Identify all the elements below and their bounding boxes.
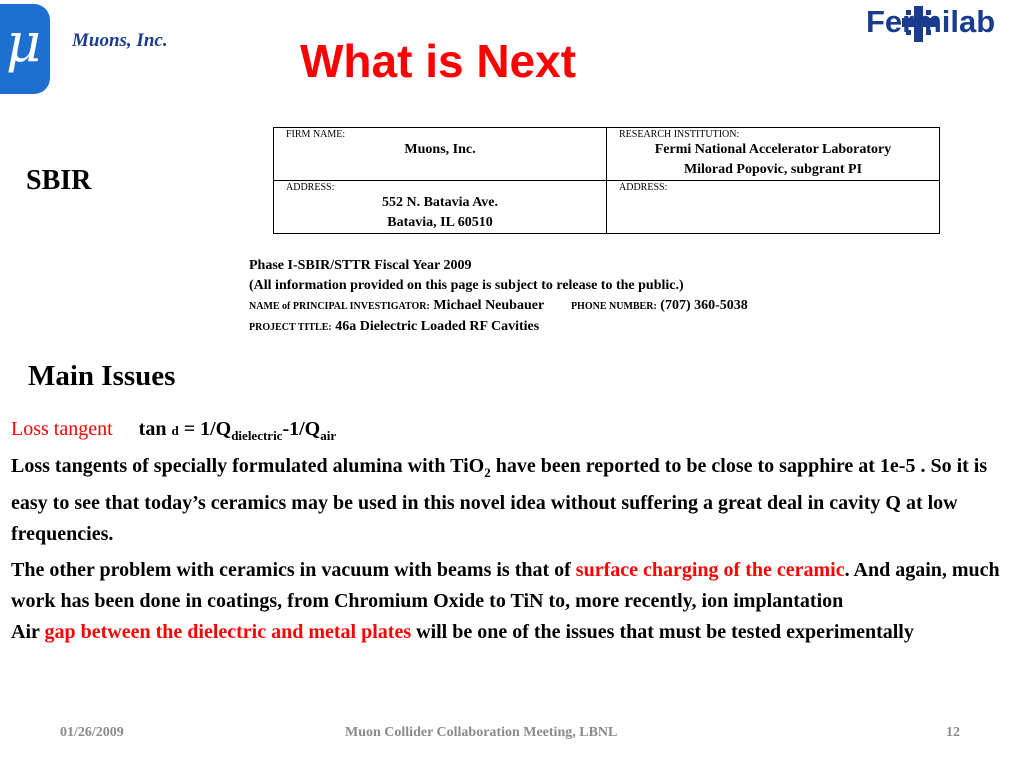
firm-name-value: Muons, Inc. [404, 142, 476, 157]
formula-tan: tan [138, 418, 167, 440]
formula-mid: = 1/Q [183, 418, 232, 440]
firm-name-label: FIRM NAME: [286, 129, 346, 140]
loss-para-sub: 2 [484, 465, 491, 480]
gap-highlight: gap between the dielectric and metal plates [44, 621, 412, 643]
gap-post: will be one of the issues that must be tested experimentally [411, 621, 914, 643]
main-issues-heading: Main Issues [28, 360, 176, 392]
research-institution-line2: Milorad Popovic, subgrant PI [683, 162, 863, 177]
phone-label: PHONE NUMBER: [570, 301, 657, 312]
charging-paragraph [11, 555, 1016, 617]
footer-date: 01/26/2009 [60, 725, 124, 740]
pi-label: NAME of PRINCIPAL INVESTIGATOR: [249, 301, 430, 312]
research-institution-line1: Fermi National Accelerator Laboratory [654, 142, 892, 157]
gap-pre: Air [11, 621, 45, 643]
research-institution-cell [607, 128, 940, 181]
formula-sub-dielectric: dielectric [231, 428, 283, 443]
info-table [273, 127, 940, 234]
firm-name-cell [274, 128, 607, 181]
formula-delta: d [171, 423, 179, 438]
mu-symbol: μ [6, 11, 42, 74]
phase-info [249, 256, 748, 338]
pi-line [249, 296, 748, 317]
table-row [274, 181, 940, 234]
footer-page-number: 12 [946, 725, 960, 740]
slide-title: What is Next [300, 35, 577, 87]
research-institution-label: RESEARCH INSTITUTION: [619, 129, 740, 140]
project-title: 46a Dielectric Loaded RF Cavities [335, 319, 540, 334]
loss-tangent-paragraph [11, 451, 1016, 550]
formula-sub-air: air [320, 428, 337, 443]
pi-name: Michael Neubauer [433, 298, 544, 313]
address-cell-left [274, 181, 607, 234]
table-row [274, 128, 940, 181]
address-cell-right [607, 181, 940, 234]
phone-number: (707) 360-5038 [660, 298, 748, 313]
address-line2: Batavia, IL 60510 [387, 215, 493, 230]
footer-event: Muon Collider Collaboration Meeting, LBNL [345, 725, 618, 740]
phase-line2: (All information provided on this page is subject to release to the public.) [249, 278, 684, 293]
charging-post: . And again, much work has been done in coatings, from Chromium Oxide to TiN to, more recently, ion implantation [11, 559, 1000, 612]
body-text [11, 414, 1016, 648]
address-line1: 552 N. Batavia Ave. [381, 195, 498, 210]
loss-tangent-line [11, 414, 1016, 451]
formula-mid2: -1/Q [282, 418, 321, 440]
loss-para-b: have been reported to be close to sapphire at 1e-5 . So it is easy to see that today’s ceramics may be used in this novel idea without suffering a great deal in cavity Q at low frequencies. [11, 455, 988, 545]
muons-logo [0, 4, 50, 94]
phase-line1: Phase I-SBIR/STTR Fiscal Year 2009 [249, 258, 472, 273]
loss-tangent-label: Loss tangent [11, 418, 113, 440]
gap-paragraph [11, 617, 1016, 648]
address-label-right: ADDRESS: [619, 182, 668, 193]
address-label-left: ADDRESS: [286, 182, 335, 193]
charging-pre: The other problem with ceramics in vacuum with beams is that of [11, 559, 576, 581]
project-label: PROJECT TITLE: [249, 322, 332, 333]
sbir-label: SBIR [26, 165, 92, 196]
project-line [249, 317, 748, 338]
charging-highlight: surface charging of the ceramic [575, 559, 845, 581]
fermilab-wordmark: Fermilab [866, 4, 996, 39]
company-name: Muons, Inc. [72, 30, 168, 51]
loss-para-a: Loss tangents of specially formulated alumina with TiO [11, 455, 485, 477]
